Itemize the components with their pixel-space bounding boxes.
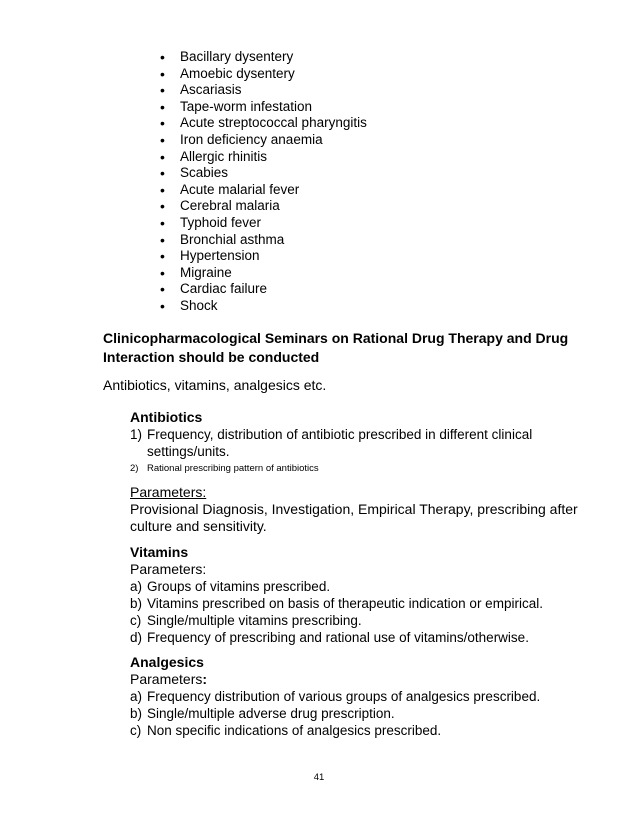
list-item xyxy=(130,612,590,629)
item-text: Frequency of prescribing and rational use of vitamins/otherwise. xyxy=(147,630,529,645)
list-item: • Hypertension xyxy=(160,248,367,265)
parameters-colon: : xyxy=(202,671,208,687)
list-item: • Amoebic dysentery xyxy=(160,66,367,83)
parameters-label: Parameters: xyxy=(130,484,207,500)
item-marker: 1) xyxy=(130,427,143,442)
analgesics-title: Analgesics xyxy=(130,654,204,670)
parameters-text: Provisional Diagnosis, Investigation, Empirical Therapy, prescribing after culture and sensitivity. xyxy=(130,501,578,534)
list-item: • Shock xyxy=(160,298,367,315)
list-item: • Bacillary dysentery xyxy=(160,49,367,66)
list-item: • Typhoid fever xyxy=(160,215,367,232)
list-item: • Ascariasis xyxy=(160,82,367,99)
list-item: • Acute malarial fever xyxy=(160,182,367,199)
item-marker: b) xyxy=(130,706,143,721)
list-item: • Tape-worm infestation xyxy=(160,99,367,116)
item-text: Frequency distribution of various groups of analgesics prescribed. xyxy=(147,689,541,704)
list-item xyxy=(130,462,590,476)
list-item xyxy=(130,595,590,612)
list-item: • Acute streptococcal pharyngitis xyxy=(160,115,367,132)
parameters-word: Parameters xyxy=(130,671,203,687)
list-item xyxy=(130,426,590,460)
item-marker: a) xyxy=(130,689,143,704)
item-marker: c) xyxy=(130,723,142,738)
list-item xyxy=(130,722,590,739)
list-item xyxy=(130,688,590,705)
list-item xyxy=(130,629,590,646)
item-text: Single/multiple vitamins prescribing. xyxy=(147,613,362,628)
item-text: Frequency, distribution of antibiotic prescribed in different clinical settings/units. xyxy=(147,427,533,459)
item-marker: b) xyxy=(130,596,143,611)
item-text: Single/multiple adverse drug prescription. xyxy=(147,706,395,721)
section-heading: Clinicopharmacological Seminars on Rational Drug Therapy and Drug Interaction should be conducted xyxy=(103,330,569,365)
antibiotics-section xyxy=(130,409,590,476)
list-item xyxy=(130,578,590,595)
list-item: • Iron deficiency anaemia xyxy=(160,132,367,149)
vitamins-title: Vitamins xyxy=(130,544,189,560)
item-marker: 2) xyxy=(130,463,139,474)
parameters-section xyxy=(130,484,590,535)
item-text: Groups of vitamins prescribed. xyxy=(147,579,331,594)
vitamins-section xyxy=(130,544,590,646)
antibiotics-title: Antibiotics xyxy=(130,409,203,425)
item-marker: d) xyxy=(130,630,143,645)
list-item: • Cerebral malaria xyxy=(160,198,367,215)
intro-text: Antibiotics, vitamins, analgesics etc. xyxy=(103,377,327,393)
item-text: Non specific indications of analgesics prescribed. xyxy=(147,723,442,738)
item-marker: a) xyxy=(130,579,143,594)
analgesics-section xyxy=(130,654,590,739)
list-item: • Migraine xyxy=(160,265,367,282)
item-text: Rational prescribing pattern of antibiotics xyxy=(147,463,319,474)
vitamins-parameters-label: Parameters: xyxy=(130,561,207,577)
item-marker: c) xyxy=(130,613,142,628)
list-item: • Cardiac failure xyxy=(160,281,367,298)
list-item: • Allergic rhinitis xyxy=(160,149,367,166)
conditions-list xyxy=(160,49,367,315)
list-item xyxy=(130,705,590,722)
page-number: 41 xyxy=(313,772,325,783)
analgesics-parameters-label xyxy=(130,671,590,688)
list-item: • Scabies xyxy=(160,165,367,182)
item-text: Vitamins prescribed on basis of therapeutic indication or empirical. xyxy=(147,596,543,611)
list-item: • Bronchial asthma xyxy=(160,232,367,249)
